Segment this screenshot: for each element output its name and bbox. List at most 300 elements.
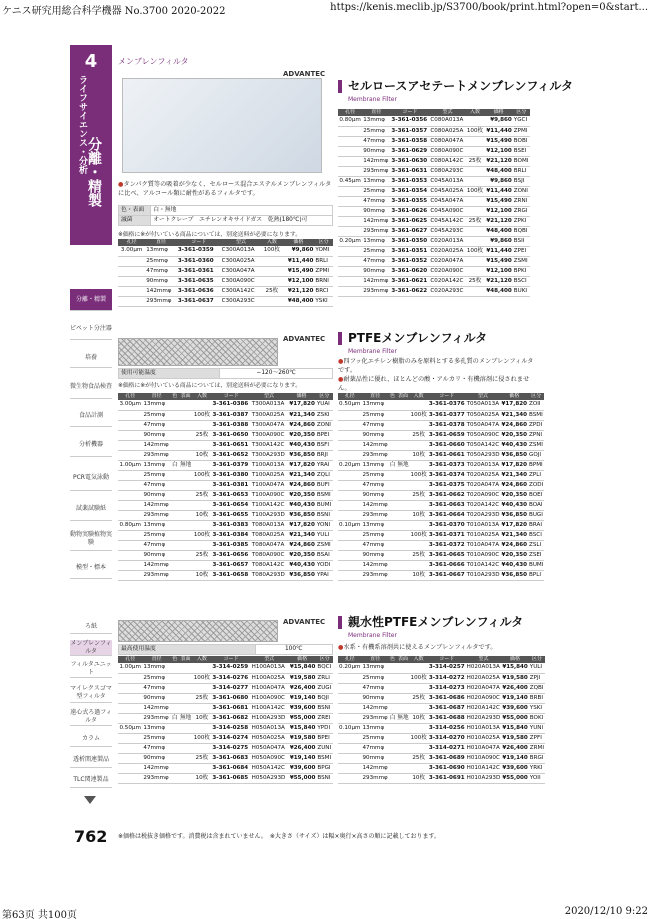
table-cell: ¥12,100 (282, 276, 314, 286)
table-row (118, 763, 333, 773)
column-header: 色 (390, 656, 396, 662)
table-cell: ¥11,440 (484, 186, 512, 196)
table-cell: C080A142C (429, 156, 465, 166)
table-cell (179, 500, 193, 510)
table-cell: ZUNI (316, 743, 333, 753)
table-cell: 白 (171, 460, 179, 470)
table-cell: 25枚 (410, 753, 428, 763)
table-cell: T010A025A (466, 530, 501, 540)
column-header: 孔径 (118, 393, 142, 400)
column-header: 表面 (397, 656, 408, 662)
print-date: 2020/12/10 9:22 (564, 906, 648, 917)
table-cell (118, 510, 142, 520)
table-cell: ZPJI (529, 673, 545, 683)
table-cell: 10枚 (193, 450, 212, 460)
table-cell: ¥24,860 (287, 540, 316, 550)
table-cell: ZREI (316, 713, 333, 723)
table-cell: 142mmφ (362, 156, 390, 166)
table-cell: 100枚 (410, 470, 428, 480)
table-cell (396, 763, 409, 773)
table-cell: 3-361-0683 (211, 753, 250, 763)
table-cell: T050A025A (466, 410, 501, 420)
table-cell: 13mmφ (142, 460, 170, 470)
table-cell: 90mmφ (362, 206, 390, 216)
table-cell: T080A047A (251, 540, 287, 550)
hptfe-photo (118, 620, 278, 642)
table-cell: ZONI (513, 186, 530, 196)
table-cell: 3-361-0661 (428, 450, 466, 460)
sidebar-item[interactable]: 試薬試験紙 (70, 497, 112, 521)
table-cell: ¥24,860 (501, 480, 528, 490)
column-header: 孔径 (338, 393, 361, 400)
table-cell: ¥9,860 (484, 116, 512, 126)
table-cell (193, 420, 212, 430)
table-cell: 13mmφ (142, 400, 170, 410)
sidebar-item[interactable]: ピペット分注器 (70, 318, 112, 340)
sidebar-item[interactable]: PCR電気泳動 (70, 465, 112, 491)
table-cell (118, 266, 145, 276)
table-cell: 3-314-0256 (428, 723, 466, 733)
table-cell (171, 763, 179, 773)
table-row (118, 490, 333, 500)
table-cell: C045A293C (429, 226, 465, 236)
table-cell (466, 206, 485, 216)
table-cell: 3-361-0626 (390, 206, 429, 216)
table-cell: BSMI (316, 490, 333, 500)
table-cell: 3-361-0656 (212, 550, 251, 560)
table-cell: 3-361-0370 (428, 520, 466, 530)
sidebar-item[interactable]: 食品計測 (70, 405, 112, 427)
table-cell (118, 420, 142, 430)
document-url[interactable]: https://kenis.meclib.jp/S3700/book/print.html?open=0&start... (330, 2, 648, 13)
table-cell: ¥36,850 (287, 570, 316, 580)
table-cell (410, 763, 428, 773)
sidebar-item[interactable]: 培養 (70, 348, 112, 368)
table-cell: 3-361-0357 (390, 126, 429, 136)
table-cell (179, 743, 193, 753)
table-cell: BRLI (513, 166, 530, 176)
table-cell: ¥24,860 (501, 420, 528, 430)
table-cell: T020A025A (466, 470, 501, 480)
table-cell (389, 410, 397, 420)
table-row (118, 540, 333, 550)
table-cell: H100A025A (251, 673, 288, 683)
table-cell: C080A025A (429, 126, 465, 136)
table-cell: 3.00μm (118, 400, 142, 410)
column-header: 区分 (314, 239, 333, 246)
table-cell (179, 763, 193, 773)
column-header: コード (177, 239, 221, 246)
table-row (118, 460, 333, 470)
sidebar-item[interactable]: フィルタユニット (70, 660, 112, 678)
table-cell: T300A090C (251, 430, 287, 440)
table-cell: T010A013A (466, 520, 501, 530)
table-cell (179, 683, 193, 693)
table-cell (179, 570, 193, 580)
table-row (118, 693, 333, 703)
table-header (338, 393, 544, 400)
table-cell: T020A013A (466, 460, 501, 470)
table-cell: YULI (316, 530, 333, 540)
table-cell (410, 440, 428, 450)
sidebar-item[interactable]: 遠心式ろ過フィルタ (70, 708, 112, 726)
table-cell (118, 450, 142, 460)
table-cell: YUAI (316, 400, 333, 410)
table-cell (396, 470, 409, 480)
sidebar-item[interactable]: メンブレンフィルタ (70, 639, 112, 655)
table-cell: 3-361-0659 (428, 430, 466, 440)
table-cell (389, 673, 397, 683)
column-header: 孔径 (338, 656, 361, 663)
table-row (338, 733, 545, 743)
table-cell (338, 410, 361, 420)
table-cell: 白 (171, 713, 179, 723)
table-cell: ¥20,350 (287, 490, 316, 500)
table-cell: ZQBI (529, 683, 545, 693)
table-cell (118, 743, 142, 753)
table-cell (396, 693, 409, 703)
cellulose-spec: 色・表面 白・無地 滅菌 オートクレーブ エチレンオキサイドガス 乾熱(180℃)可 (118, 205, 333, 226)
sidebar-item[interactable]: 微生物食品検査 (70, 375, 112, 399)
table-cell: 3-314-0271 (428, 743, 466, 753)
sidebar-item[interactable]: ろ紙 (70, 620, 112, 634)
table-cell: 25枚 (466, 216, 485, 226)
table-cell: 47mmφ (142, 420, 170, 430)
sidebar-item[interactable]: カラム (70, 731, 112, 747)
table-cell: 90mmφ (142, 490, 170, 500)
column-header: 入数 (261, 239, 282, 246)
table-cell (193, 560, 212, 570)
table-cell: 293mmφ (145, 296, 177, 306)
chevron-down-icon (84, 796, 96, 804)
table-cell (396, 683, 409, 693)
table-cell: 10枚 (192, 713, 211, 723)
table-cell: ¥48,400 (484, 286, 512, 296)
cellulose-table-left (118, 239, 333, 307)
table-cell: 25mmφ (361, 733, 388, 743)
table-cell (171, 430, 179, 440)
table-cell: 142mmφ (142, 500, 170, 510)
column-header: 価格 (501, 393, 528, 400)
table-cell: T050A293D (466, 450, 501, 460)
table-cell (396, 480, 409, 490)
table-row (338, 266, 530, 276)
table-cell: 13mmφ (145, 246, 177, 256)
table-cell: 0.50μm (338, 400, 361, 410)
table-cell: 293mmφ (142, 450, 170, 460)
table-cell (410, 400, 428, 410)
column-header: 入数 (410, 393, 428, 400)
table-cell: ¥21,340 (287, 530, 316, 540)
product-photo (122, 78, 322, 173)
table-cell: T020A293D (466, 510, 501, 520)
table-cell: T020A142C (466, 500, 501, 510)
table-cell: ZODI (528, 480, 544, 490)
table-cell (171, 773, 179, 783)
table-cell (261, 296, 282, 306)
table-cell: 90mmφ (142, 430, 170, 440)
table-cell: 無地 (179, 460, 193, 470)
table-cell: 3-361-0359 (177, 246, 221, 256)
table-cell: 142mmφ (362, 216, 390, 226)
table-cell: 10枚 (193, 570, 212, 580)
table-cell: ¥19,140 (288, 693, 317, 703)
table-cell (396, 400, 409, 410)
table-cell: BRGI (529, 753, 545, 763)
table-row (338, 400, 544, 410)
table-cell: YONI (316, 520, 333, 530)
table-cell (410, 420, 428, 430)
table-cell: C020A090C (429, 266, 465, 276)
table-cell: YSKI (314, 296, 333, 306)
table-cell: 白 (389, 713, 397, 723)
table-cell: 142mmφ (361, 703, 388, 713)
table-cell: 3-361-0388 (212, 420, 251, 430)
sidebar-item[interactable]: 分離・精製 (70, 289, 112, 311)
table-cell (118, 500, 142, 510)
column-header: 表面 (180, 393, 191, 399)
table-cell: ZSMI (528, 440, 544, 450)
table-cell (179, 420, 193, 430)
table-cell: 90mmφ (361, 693, 388, 703)
table-row (338, 216, 530, 226)
table-cell: H100A142C (251, 703, 288, 713)
table-cell (396, 420, 409, 430)
table-cell (179, 703, 193, 713)
table-cell (396, 440, 409, 450)
table-cell: 3-314-0276 (211, 673, 250, 683)
table-cell (179, 723, 193, 733)
table-cell: ¥40,430 (501, 440, 528, 450)
table-cell: 100枚 (193, 470, 212, 480)
table-cell: 90mmφ (145, 276, 177, 286)
ptfe-table-left (118, 393, 333, 581)
table-cell (338, 206, 362, 216)
table-cell: 293mmφ (362, 286, 390, 296)
table-cell: ¥36,850 (501, 570, 528, 580)
table-cell: C020A025A (429, 246, 465, 256)
table-cell: ¥20,350 (287, 430, 316, 440)
table-cell: 0.20μm (338, 663, 361, 673)
table-cell: ¥19,580 (288, 673, 317, 683)
table-cell (396, 570, 409, 580)
table-cell (171, 490, 179, 500)
table-cell: YOII (529, 773, 545, 783)
table-cell: 47mmφ (142, 683, 170, 693)
table-row (338, 186, 530, 196)
table-cell (389, 723, 397, 733)
table-cell: ¥20,350 (501, 490, 528, 500)
sidebar-item[interactable]: 動物実験植物実験 (70, 527, 112, 551)
table-cell (179, 560, 193, 570)
column-header: コード (428, 656, 466, 663)
table-cell: ¥9,860 (484, 236, 512, 246)
table-cell (338, 126, 362, 136)
table-cell: BUGI (528, 510, 544, 520)
table-cell: 1.00μm (118, 663, 142, 673)
table-cell: 3-361-0350 (390, 236, 429, 246)
table-row (338, 530, 544, 540)
table-cell: 3-361-0385 (212, 540, 251, 550)
table-cell: 142mmφ (361, 560, 388, 570)
table-cell: ¥55,000 (501, 773, 528, 783)
column-header: 価格 (501, 656, 528, 663)
table-cell (193, 460, 212, 470)
table-cell: 25mmφ (142, 470, 170, 480)
table-cell: BOAI (528, 500, 544, 510)
table-cell: ZSKI (316, 410, 333, 420)
table-cell (338, 470, 361, 480)
table-cell: 3-314-0272 (428, 673, 466, 683)
table-cell: ¥17,820 (501, 400, 528, 410)
ptfe-temp: 使用可能温度 −120〜260℃ (118, 368, 333, 379)
table-cell (193, 440, 212, 450)
sidebar-item[interactable]: マイレクスゴマ型フィルタ (70, 683, 112, 703)
table-cell (118, 410, 142, 420)
table-cell: ZSEI (528, 550, 544, 560)
table-cell: 90mmφ (142, 753, 170, 763)
table-cell: ¥17,820 (287, 460, 316, 470)
table-cell: H050A025A (251, 733, 288, 743)
table-row (118, 743, 333, 753)
column-header: 直径 (361, 393, 388, 400)
table-cell: 293mmφ (142, 713, 170, 723)
table-cell (389, 550, 397, 560)
table-cell: 3-361-0356 (390, 116, 429, 126)
table-cell: ZPLI (528, 470, 544, 480)
table-row (338, 286, 530, 296)
table-cell: BRNI (314, 276, 333, 286)
table-cell (171, 530, 179, 540)
table-cell: ¥12,100 (484, 266, 512, 276)
column-header: 直径 (362, 109, 390, 116)
table-cell: 25mmφ (145, 256, 177, 266)
table-cell (179, 753, 193, 763)
table-cell: ¥24,860 (501, 540, 528, 550)
column-header: 孔径 (338, 109, 362, 116)
sidebar-item[interactable]: TLC関連製品 (70, 772, 112, 788)
table-cell (389, 510, 397, 520)
shipping-note: ※価格に※が付いている商品については、別途送料が必要になります。 (118, 232, 302, 238)
column-header: 区分 (529, 656, 545, 663)
table-cell: H050A013A (251, 723, 288, 733)
table-cell: ZQLI (316, 470, 333, 480)
table-cell (338, 216, 362, 226)
table-cell (179, 450, 193, 460)
table-cell: 3-361-0355 (390, 196, 429, 206)
table-cell: C020A142C (429, 276, 465, 286)
table-cell: 293mmφ (361, 510, 388, 520)
table-cell: H050A293D (251, 773, 288, 783)
table-cell (396, 733, 409, 743)
table-cell: 0.20μm (338, 460, 361, 470)
sidebar-item[interactable]: 透析関連製品 (70, 752, 112, 768)
table-cell (118, 753, 142, 763)
table-row (338, 490, 544, 500)
sidebar-item[interactable]: 分析機器 (70, 433, 112, 457)
table-cell: 13mmφ (142, 663, 170, 673)
table-row (118, 500, 333, 510)
table-cell (396, 723, 409, 733)
table-cell: 3-314-0273 (428, 683, 466, 693)
table-cell (389, 400, 397, 410)
table-cell: 3-361-0658 (212, 570, 251, 580)
table-cell: 3-361-0657 (212, 560, 251, 570)
table-cell (179, 410, 193, 420)
table-cell: BRAI (528, 520, 544, 530)
table-cell (193, 540, 212, 550)
cellulose-table-right (338, 109, 530, 297)
table-cell: C080A090C (429, 146, 465, 156)
table-cell: ¥36,850 (287, 510, 316, 520)
table-cell (466, 116, 485, 126)
table-cell: 47mmφ (362, 136, 390, 146)
table-cell: 13mmφ (361, 723, 388, 733)
table-row (338, 703, 545, 713)
table-cell: ¥21,340 (501, 530, 528, 540)
table-cell: 3-361-0662 (428, 490, 466, 500)
sidebar-item[interactable]: 模型・標本 (70, 557, 112, 579)
table-cell: YGCI (513, 116, 530, 126)
table-cell: T100A013A (251, 460, 287, 470)
table-cell: 3-361-0387 (212, 410, 251, 420)
table-cell (338, 500, 361, 510)
table-cell: ¥26,400 (288, 743, 317, 753)
table-cell (466, 236, 485, 246)
table-cell: 3-361-0620 (390, 266, 429, 276)
footnote: ※価格は税抜き価格です。消費税は含まれていません。 ※大きさ（サイズ）は幅×奥行×高さの順に記載しております。 (118, 833, 441, 840)
table-cell (179, 480, 193, 490)
table-cell: 3-361-0377 (428, 410, 466, 420)
table-cell: 10枚 (192, 773, 211, 783)
table-cell: H020A142C (466, 703, 502, 713)
table-cell: 293mmφ (362, 166, 390, 176)
table-cell: BRLI (314, 256, 333, 266)
table-cell: 13mmφ (361, 400, 388, 410)
column-header: コード (211, 656, 250, 663)
table-cell: 25mmφ (362, 126, 390, 136)
table-cell: YPAI (316, 570, 333, 580)
table-cell: T020A090C (466, 490, 501, 500)
brand-logo: ADVANTEC (283, 618, 326, 626)
table-cell: ¥55,000 (288, 713, 317, 723)
column-header: 区分 (316, 656, 333, 663)
table-cell: ¥36,850 (501, 510, 528, 520)
table-cell: 293mmφ (142, 510, 170, 520)
table-cell (171, 520, 179, 530)
table-cell: ¥15,840 (288, 663, 317, 673)
table-cell: 90mmφ (361, 753, 388, 763)
table-row (338, 560, 544, 570)
table-cell: 100枚 (410, 410, 428, 420)
table-cell: 3-361-0381 (212, 480, 251, 490)
table-cell: 25枚 (193, 430, 212, 440)
table-cell (261, 276, 282, 286)
column-header: 孔径 (118, 656, 142, 663)
table-cell: ¥19,580 (501, 673, 528, 683)
chapter-section: 分離・精製 (86, 137, 102, 207)
table-cell: 3-361-0665 (428, 550, 466, 560)
table-cell: C020A013A (429, 236, 465, 246)
table-cell: ¥48,400 (484, 226, 512, 236)
column-header: 入数 (466, 109, 485, 116)
table-cell (338, 743, 361, 753)
table-cell: BSCI (513, 276, 530, 286)
table-cell: 100枚 (261, 246, 282, 256)
table-cell: 3-361-0361 (177, 266, 221, 276)
table-cell: T080A293D (251, 570, 287, 580)
table-cell: T300A013A (251, 400, 287, 410)
